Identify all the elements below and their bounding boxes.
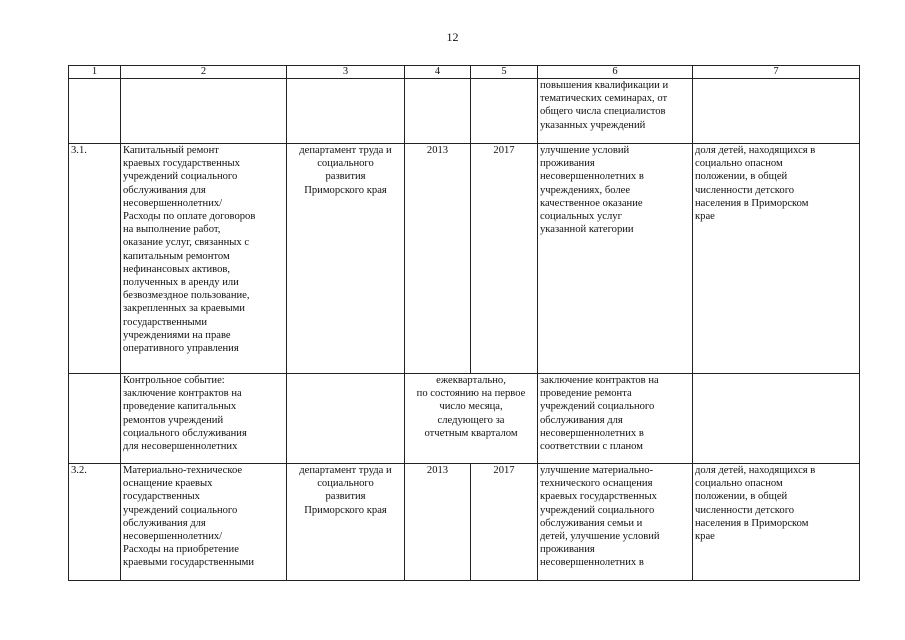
text-line: повышения квалификации и: [540, 80, 669, 91]
text-line: учреждениями на праве: [123, 329, 231, 341]
table-row: [69, 79, 860, 144]
text-line: оказание услуг, связанных с: [123, 237, 250, 249]
text-line: 2013: [426, 145, 449, 156]
start-cell: [405, 144, 471, 374]
table-row: [69, 374, 860, 464]
text-line: указанных учреждений: [540, 119, 646, 131]
text-line: проведение капитальных: [123, 401, 237, 413]
text-line: оперативного управления: [123, 343, 239, 355]
column-header: 7: [693, 66, 860, 79]
table-row: [69, 144, 860, 374]
text-line: нефинансовых активов,: [123, 263, 231, 275]
text-line: обслуживания для: [123, 517, 206, 529]
text-line: учреждений социального: [123, 504, 238, 516]
text-line: улучшение материально-: [540, 465, 654, 476]
text-line: несовершеннолетних/: [123, 197, 223, 209]
executor-cell: [287, 374, 405, 464]
text-line: доля детей, находящихся в: [695, 145, 816, 156]
text-line: краевых государственных: [540, 491, 657, 503]
indicator-cell: [693, 464, 860, 581]
column-number-row: [69, 66, 860, 79]
text-line: Капитальный ремонт: [123, 145, 219, 156]
text-line: развития: [325, 171, 366, 183]
text-line: обслуживания для: [540, 414, 623, 426]
text-line: закрепленных за краевыми: [123, 303, 245, 315]
executor-cell: [287, 144, 405, 374]
text-line: качественное оказание: [540, 197, 643, 209]
text-line: социального: [317, 478, 374, 490]
text-line: несовершеннолетних в: [540, 557, 644, 569]
column-header: 5: [471, 66, 538, 79]
text-line: крае: [695, 211, 715, 223]
text-line: ежеквартально,: [436, 375, 506, 386]
control-event-cell: [121, 374, 287, 464]
row-number-cell: 3.2.: [69, 464, 121, 581]
text-line: несовершеннолетних/: [123, 531, 223, 543]
row-number-cell: [69, 374, 121, 464]
text-line: численности детского: [695, 184, 795, 196]
indicator-cell: [693, 374, 860, 464]
text-line: обслуживания семьи и: [540, 517, 643, 529]
text-line: населения в Приморском: [695, 197, 809, 209]
text-line: краевыми государственными: [123, 557, 255, 569]
indicator-cell: [693, 79, 860, 144]
end-cell: 2017: [471, 144, 538, 374]
text-line: проведение ремонта: [540, 388, 632, 400]
text-line: полученных в аренду или: [123, 277, 239, 289]
text-line: Контрольное событие:: [123, 375, 225, 386]
column-header: 2: [121, 66, 287, 79]
text-line: следующего за: [437, 414, 505, 426]
text-line: Расходы на приобретение: [123, 544, 239, 556]
text-line: отчетным кварталом: [424, 427, 518, 439]
measure-name-cell: [121, 79, 287, 144]
result-cell: [538, 464, 693, 581]
text-line: положении, в общей: [695, 491, 788, 503]
text-line: заключение контрактов на: [540, 375, 659, 386]
program-measures-table: [68, 65, 860, 581]
text-line: улучшение условий: [540, 145, 630, 156]
text-line: ремонтов учреждений: [123, 414, 224, 426]
text-line: общего числа специалистов: [540, 106, 666, 118]
page-number: 12: [446, 30, 459, 44]
text-line: социально опасном: [695, 478, 783, 490]
text-line: населения в Приморском: [695, 517, 809, 529]
text-line: Приморского края: [304, 184, 387, 196]
start-cell: [405, 79, 471, 144]
text-line: учреждений социального: [123, 171, 238, 183]
text-line: социального: [317, 158, 374, 170]
text-line: тематических семинарах, от: [540, 93, 668, 105]
text-line: социально опасном: [695, 158, 783, 170]
text-line: несовершеннолетних в: [540, 171, 644, 183]
row-number-cell: [69, 79, 121, 144]
text-line: число месяца,: [439, 401, 503, 413]
text-line: численности детского: [695, 504, 795, 516]
text-line: технического оснащения: [540, 478, 653, 490]
table-row: [69, 464, 860, 581]
row-number-cell: 3.1.: [69, 144, 121, 374]
text-line: детей, улучшение условий: [540, 531, 660, 543]
text-line: учреждений социального: [540, 504, 655, 516]
text-line: государственных: [123, 491, 200, 503]
start-cell: [405, 464, 471, 581]
text-line: 2013: [426, 465, 449, 476]
text-line: на выполнение работ,: [123, 224, 221, 236]
text-line: учреждений социального: [540, 401, 655, 413]
column-header: 3: [287, 66, 405, 79]
text-line: по состоянию на первое: [416, 388, 526, 400]
executor-cell: [287, 79, 405, 144]
result-cell: [538, 144, 693, 374]
result-cell: [538, 79, 693, 144]
column-header: 6: [538, 66, 693, 79]
column-header: 1: [69, 66, 121, 79]
text-line: заключение контрактов на: [123, 388, 242, 400]
text-line: краевых государственных: [123, 158, 240, 170]
end-cell: [471, 79, 538, 144]
text-line: доля детей, находящихся в: [695, 465, 816, 476]
text-line: указанной категории: [540, 224, 634, 236]
text-line: положении, в общей: [695, 171, 788, 183]
end-cell: 2017: [471, 464, 538, 581]
indicator-cell: [693, 144, 860, 374]
text-line: для несовершеннолетних: [123, 441, 238, 453]
text-line: департамент труда и: [299, 465, 392, 476]
deadline-cell: [405, 374, 538, 464]
result-cell: [538, 374, 693, 464]
text-line: проживания: [540, 158, 595, 170]
text-line: социального обслуживания: [123, 427, 247, 439]
text-line: безвозмездное пользование,: [123, 290, 250, 302]
text-line: Приморского края: [304, 504, 387, 516]
text-line: Расходы по оплате договоров: [123, 211, 256, 223]
text-line: соответствии с планом: [540, 441, 643, 453]
text-line: департамент труда и: [299, 145, 392, 156]
column-header: 4: [405, 66, 471, 79]
text-line: учреждениях, более: [540, 184, 631, 196]
text-line: оснащение краевых: [123, 478, 213, 490]
text-line: проживания: [540, 544, 595, 556]
measure-name-cell: [121, 464, 287, 581]
executor-cell: [287, 464, 405, 581]
text-line: социальных услуг: [540, 211, 622, 223]
text-line: Материально-техническое: [123, 465, 243, 476]
measure-name-cell: [121, 144, 287, 374]
text-line: несовершеннолетних в: [540, 427, 644, 439]
text-line: крае: [695, 531, 715, 543]
text-line: развития: [325, 491, 366, 503]
text-line: обслуживания для: [123, 184, 206, 196]
text-line: государственными: [123, 316, 208, 328]
text-line: капитальным ремонтом: [123, 250, 230, 262]
